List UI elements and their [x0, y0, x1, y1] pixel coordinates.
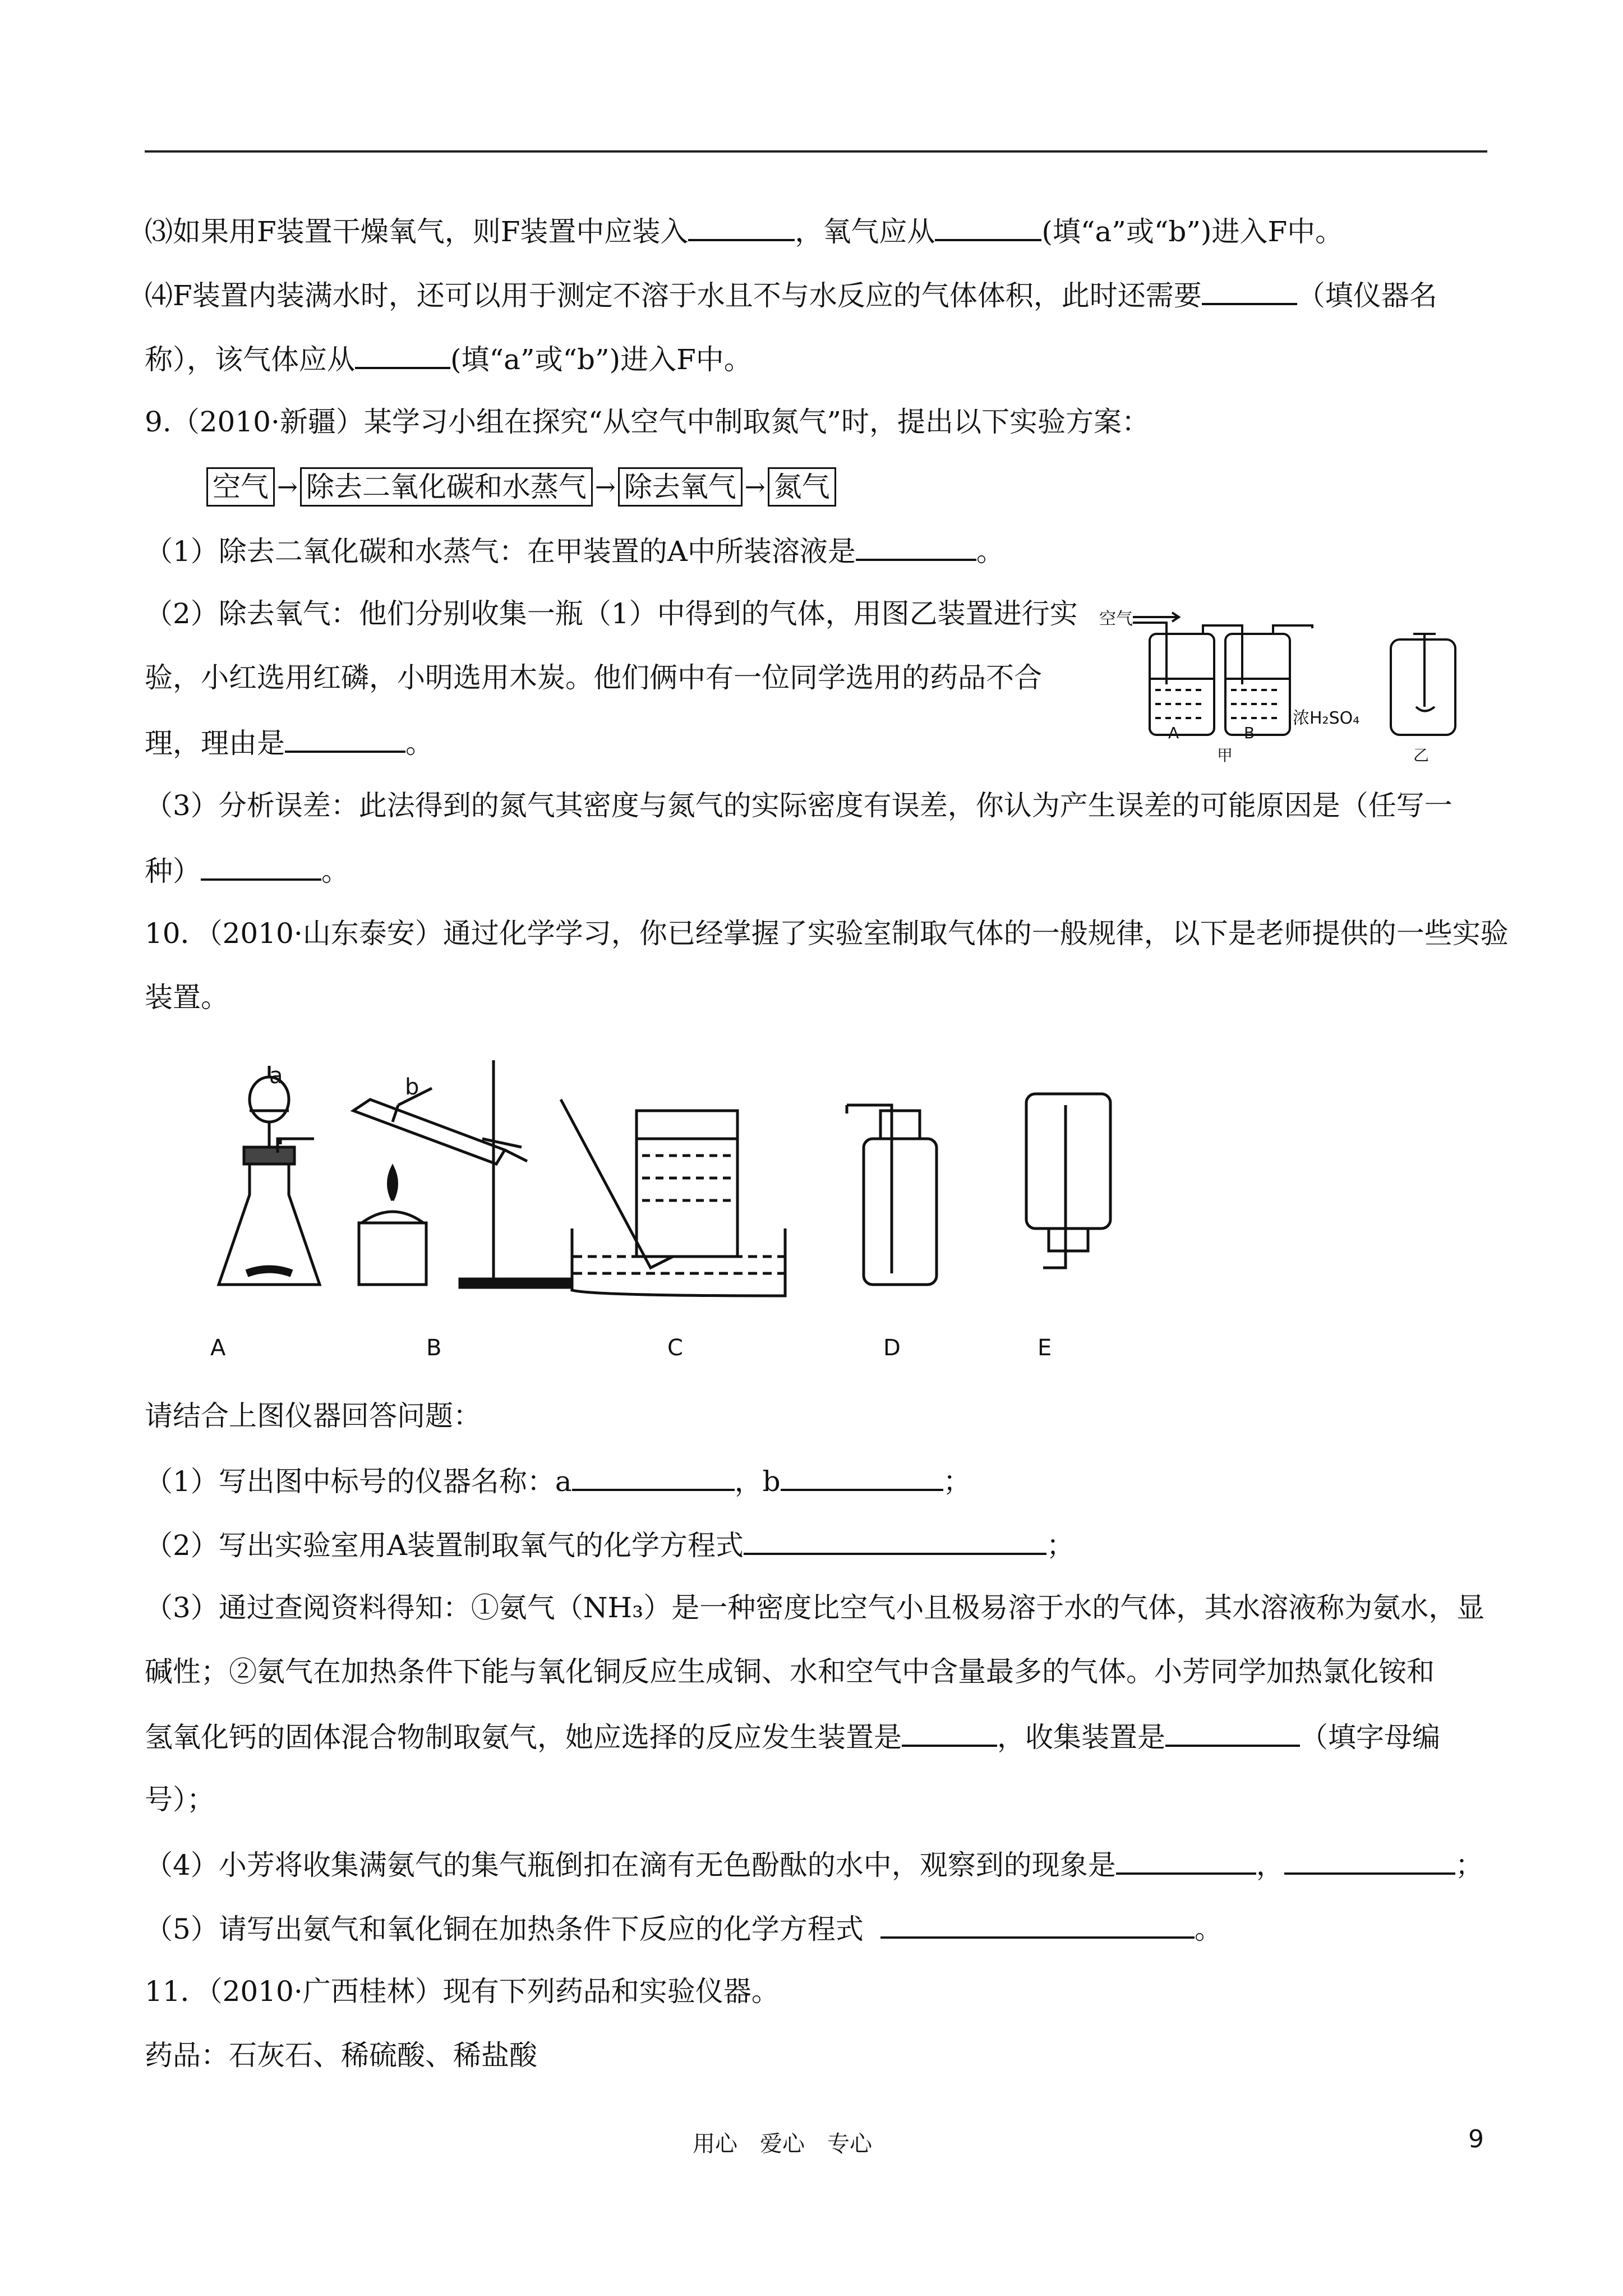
answer-blank[interactable] [935, 213, 1041, 241]
question-9-3: （3）分析误差：此法得到的氮气其密度与氮气的实际密度有误差，你认为产生误差的可能原因是（任写一 [145, 789, 1453, 822]
text: （填仪器名 [1297, 279, 1437, 312]
question-10-3-end: 号）； [145, 1783, 215, 1816]
question-11-drugs: 药品：石灰石、稀硫酸、稀盐酸 [145, 2039, 537, 2072]
text: ， [1256, 1849, 1284, 1881]
answer-blank[interactable] [285, 725, 405, 753]
flow-box-remove-co2-h2o: 除去二氧化碳和水蒸气 [300, 467, 593, 507]
answer-blank[interactable] [1116, 1847, 1256, 1875]
label-bottle-a: A [1168, 724, 1179, 742]
label-bottle-b: B [1244, 724, 1255, 742]
label-part-a: a [269, 1063, 283, 1089]
text: 。 [405, 727, 434, 760]
flow-box-remove-o2: 除去氧气 [618, 467, 743, 507]
question-9-2: （2）除去氧气：他们分别收集一瓶（1）中得到的气体，用图乙装置进行实 [145, 597, 1078, 630]
question-9-2-cont: 验，小红选用红磷，小明选用木炭。他们俩中有一位同学选用的药品不合 [145, 661, 1042, 694]
question-9-stem: 9.（2010·新疆）某学习小组在探究“从空气中制取氮气”时，提出以下实验方案： [145, 406, 1150, 438]
label-apparatus-a: A [210, 1335, 226, 1361]
arrow-right-icon: → [277, 472, 298, 501]
question-9-1 [145, 533, 1004, 568]
text: 氢氧化钙的固体混合物制取氨气，她应选择的反应发生装置是 [145, 1721, 902, 1754]
text: ⑷F装置内装满水时，还可以用于测定不溶于水且不与水反应的气体体积，此时还需要 [145, 279, 1202, 312]
label-apparatus-c: C [667, 1335, 683, 1361]
text: (填“a”或“b”)进入F中。 [450, 343, 752, 376]
answer-blank[interactable] [1284, 1847, 1455, 1875]
answer-blank[interactable] [856, 533, 976, 561]
question-9-3-cont [145, 853, 349, 888]
figure-q10-apparatus [168, 1043, 1155, 1324]
answer-blank[interactable] [1165, 1719, 1300, 1747]
text: ； [1455, 1849, 1483, 1881]
question-10-5 [145, 1911, 1223, 1946]
label-apparatus-e: E [1038, 1335, 1052, 1361]
text: ，收集装置是 [997, 1721, 1165, 1754]
text: （2）写出实验室用A装置制取氧气的化学方程式 [145, 1529, 744, 1562]
label-conc-h2so4: 浓H₂SO₄ [1293, 708, 1360, 728]
text: ； [943, 1465, 971, 1498]
flow-scheme [206, 467, 836, 507]
text: ； [1046, 1529, 1075, 1562]
text: 。 [321, 855, 349, 887]
arrow-right-icon: → [594, 472, 616, 501]
label-apparatus-d: D [883, 1335, 901, 1361]
answer-blank[interactable] [688, 213, 795, 241]
text: 。 [1194, 1913, 1223, 1945]
text: （4）小芳将收集满氨气的集气瓶倒扣在滴有无色酚酞的水中，观察到的现象是 [145, 1849, 1116, 1881]
question-8-4-cont [145, 341, 752, 376]
answer-blank[interactable] [744, 1527, 1046, 1555]
text: 种） [145, 855, 201, 887]
text: ⑶如果用F装置干燥氧气，则F装置中应装入 [145, 215, 689, 248]
text: 。 [976, 535, 1004, 568]
answer-blank[interactable] [781, 1463, 943, 1491]
answer-blank[interactable] [201, 853, 321, 881]
label-apparatus-b: B [426, 1335, 442, 1361]
answer-blank[interactable] [902, 1719, 997, 1747]
question-8-4 [145, 277, 1437, 312]
text: ，b [734, 1465, 781, 1498]
footer-motto: 用心 爱心 专心 [693, 2131, 872, 2157]
question-10-3: （3）通过查阅资料得知：①氨气（NH₃）是一种密度比空气小且极易溶于水的气体，其水溶液称为氨水，显 [145, 1591, 1485, 1624]
text: （1）写出图中标号的仪器名称：a [145, 1465, 572, 1498]
question-10-stem-cont: 装置。 [145, 981, 229, 1014]
text: （填字母编 [1300, 1721, 1440, 1754]
text: 理，理由是 [145, 727, 285, 760]
flow-box-air: 空气 [206, 467, 275, 507]
answer-blank[interactable] [1202, 277, 1297, 305]
flow-box-nitrogen: 氮气 [768, 467, 836, 507]
question-8-3 [145, 213, 1343, 249]
question-10-1 [145, 1463, 971, 1498]
label-part-b: b [405, 1074, 419, 1100]
label-jia: 甲 [1217, 746, 1233, 765]
page-number: 9 [1468, 2125, 1484, 2154]
question-11-stem: 11．（2010·广西桂林）现有下列药品和实验仪器。 [145, 1975, 780, 2008]
text: (填“a”或“b”)进入F中。 [1041, 215, 1344, 248]
label-yi: 乙 [1413, 746, 1430, 765]
text: ，氧气应从 [795, 215, 935, 248]
label-air: 空气 [1099, 609, 1133, 629]
question-10-prompt: 请结合上图仪器回答问题： [145, 1400, 481, 1432]
answer-blank[interactable] [572, 1463, 735, 1491]
arrow-right-icon: → [744, 472, 766, 501]
text: 称），该气体应从 [145, 343, 355, 376]
text: （5）请写出氨气和氧化铜在加热条件下反应的化学方程式 [145, 1913, 864, 1945]
question-9-2-reason [145, 725, 434, 760]
header-rule [145, 150, 1487, 153]
answer-blank[interactable] [880, 1911, 1195, 1939]
question-10-3-answer [145, 1719, 1440, 1754]
text: （1）除去二氧化碳和水蒸气：在甲装置的A中所装溶液是 [145, 535, 856, 568]
answer-blank[interactable] [355, 341, 450, 369]
question-10-4 [145, 1847, 1483, 1882]
question-10-stem: 10．（2010·山东泰安）通过化学学习，你已经掌握了实验室制取气体的一般规律，以下是老师提供的一些实验 [145, 917, 1509, 950]
question-10-2 [145, 1527, 1075, 1562]
question-10-3-cont: 碱性；②氨气在加热条件下能与氧化铜反应生成铜、水和空气中含量最多的气体。小芳同学加热氯化铵和 [145, 1655, 1435, 1688]
